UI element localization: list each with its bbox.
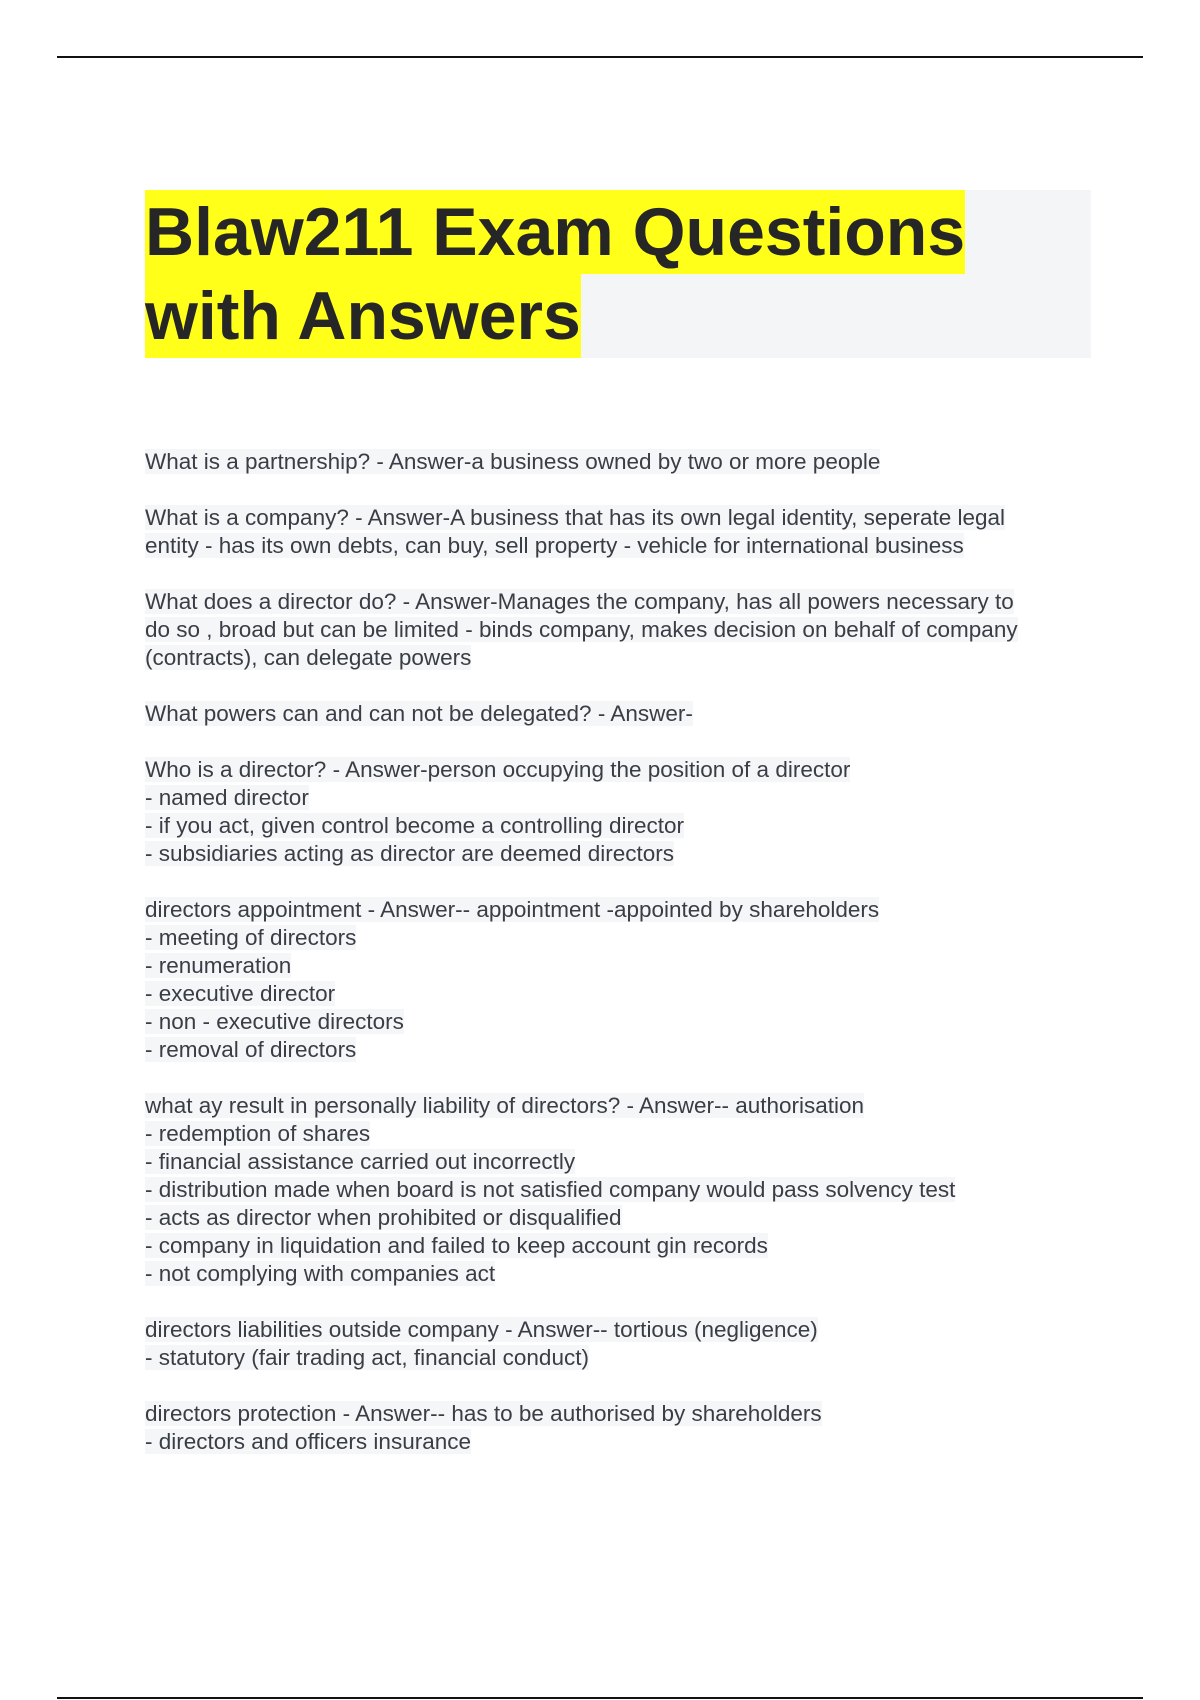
qa-answer-line	[145, 784, 1095, 812]
qa-question-line	[145, 896, 1095, 924]
qa-line-text: - removal of directors	[145, 1037, 357, 1062]
qa-answer-line	[145, 924, 1095, 952]
qa-answer-line	[145, 980, 1095, 1008]
qa-entry	[145, 504, 1095, 560]
qa-question-line	[145, 1400, 1095, 1428]
qa-answer-line	[145, 644, 1095, 672]
qa-line-text: directors protection - Answer-- has to be authorised by shareholders	[145, 1401, 822, 1426]
qa-line-text: - subsidiaries acting as director are deemed directors	[145, 841, 674, 866]
qa-answer-line	[145, 532, 1095, 560]
qa-question-line	[145, 588, 1095, 616]
qa-line-text: - renumeration	[145, 953, 292, 978]
qa-line-text: Who is a director? - Answer-person occupying the position of a director	[145, 757, 851, 782]
qa-answer-line	[145, 812, 1095, 840]
qa-line-text: - not complying with companies act	[145, 1261, 496, 1286]
qa-content	[145, 448, 1095, 1484]
qa-line-text: - distribution made when board is not satisfied company would pass solvency test	[145, 1177, 956, 1202]
qa-line-text: - non - executive directors	[145, 1009, 404, 1034]
title-block	[145, 190, 1091, 358]
qa-line-text: - acts as director when prohibited or disqualified	[145, 1205, 622, 1230]
qa-line-text: - if you act, given control become a controlling director	[145, 813, 685, 838]
qa-entry	[145, 448, 1095, 476]
qa-question-line	[145, 1316, 1095, 1344]
qa-answer-line	[145, 1148, 1095, 1176]
qa-answer-line	[145, 1260, 1095, 1288]
qa-answer-line	[145, 1036, 1095, 1064]
qa-entry	[145, 756, 1095, 868]
qa-line-text: - named director	[145, 785, 309, 810]
document-title-line-2: with Answers	[145, 274, 581, 358]
qa-line-text: (contracts), can delegate powers	[145, 645, 472, 670]
document-title-line-1: Blaw211 Exam Questions	[145, 190, 965, 274]
qa-line-text: what ay result in personally liability of directors? - Answer-- authorisation	[145, 1093, 865, 1118]
qa-answer-line	[145, 1232, 1095, 1260]
qa-answer-line	[145, 1344, 1095, 1372]
qa-line-text: - statutory (fair trading act, financial conduct)	[145, 1345, 589, 1370]
qa-line-text: What powers can and can not be delegated? - Answer-	[145, 701, 693, 726]
qa-line-text: directors appointment - Answer-- appointment -appointed by shareholders	[145, 897, 880, 922]
qa-line-text: - directors and officers insurance	[145, 1429, 471, 1454]
qa-answer-line	[145, 1204, 1095, 1232]
qa-question-line	[145, 756, 1095, 784]
qa-entry	[145, 1400, 1095, 1456]
qa-answer-line	[145, 840, 1095, 868]
qa-answer-line	[145, 1008, 1095, 1036]
qa-question-line	[145, 504, 1095, 532]
qa-question-line	[145, 1092, 1095, 1120]
qa-line-text: do so , broad but can be limited - binds company, makes decision on behalf of company	[145, 617, 1018, 642]
qa-answer-line	[145, 616, 1095, 644]
qa-line-text: - redemption of shares	[145, 1121, 371, 1146]
qa-entry	[145, 588, 1095, 672]
qa-line-text: What does a director do? - Answer-Manages the company, has all powers necessary to	[145, 589, 1014, 614]
top-rule	[57, 56, 1143, 58]
qa-entry	[145, 1316, 1095, 1372]
qa-question-line	[145, 700, 1095, 728]
qa-line-text: - executive director	[145, 981, 336, 1006]
qa-line-text: directors liabilities outside company - Answer-- tortious (negligence)	[145, 1317, 818, 1342]
qa-line-text: What is a partnership? - Answer-a business owned by two or more people	[145, 449, 881, 474]
qa-question-line	[145, 448, 1095, 476]
qa-answer-line	[145, 1120, 1095, 1148]
qa-line-text: - meeting of directors	[145, 925, 357, 950]
qa-line-text: What is a company? - Answer-A business that has its own legal identity, seperate legal	[145, 505, 1006, 530]
qa-line-text: entity - has its own debts, can buy, sell property - vehicle for international business	[145, 533, 964, 558]
qa-answer-line	[145, 952, 1095, 980]
qa-line-text: - financial assistance carried out incorrectly	[145, 1149, 576, 1174]
qa-answer-line	[145, 1428, 1095, 1456]
qa-entry	[145, 1092, 1095, 1288]
bottom-rule	[57, 1697, 1143, 1699]
qa-entry	[145, 700, 1095, 728]
qa-entry	[145, 896, 1095, 1064]
qa-line-text: - company in liquidation and failed to keep account gin records	[145, 1233, 768, 1258]
qa-answer-line	[145, 1176, 1095, 1204]
